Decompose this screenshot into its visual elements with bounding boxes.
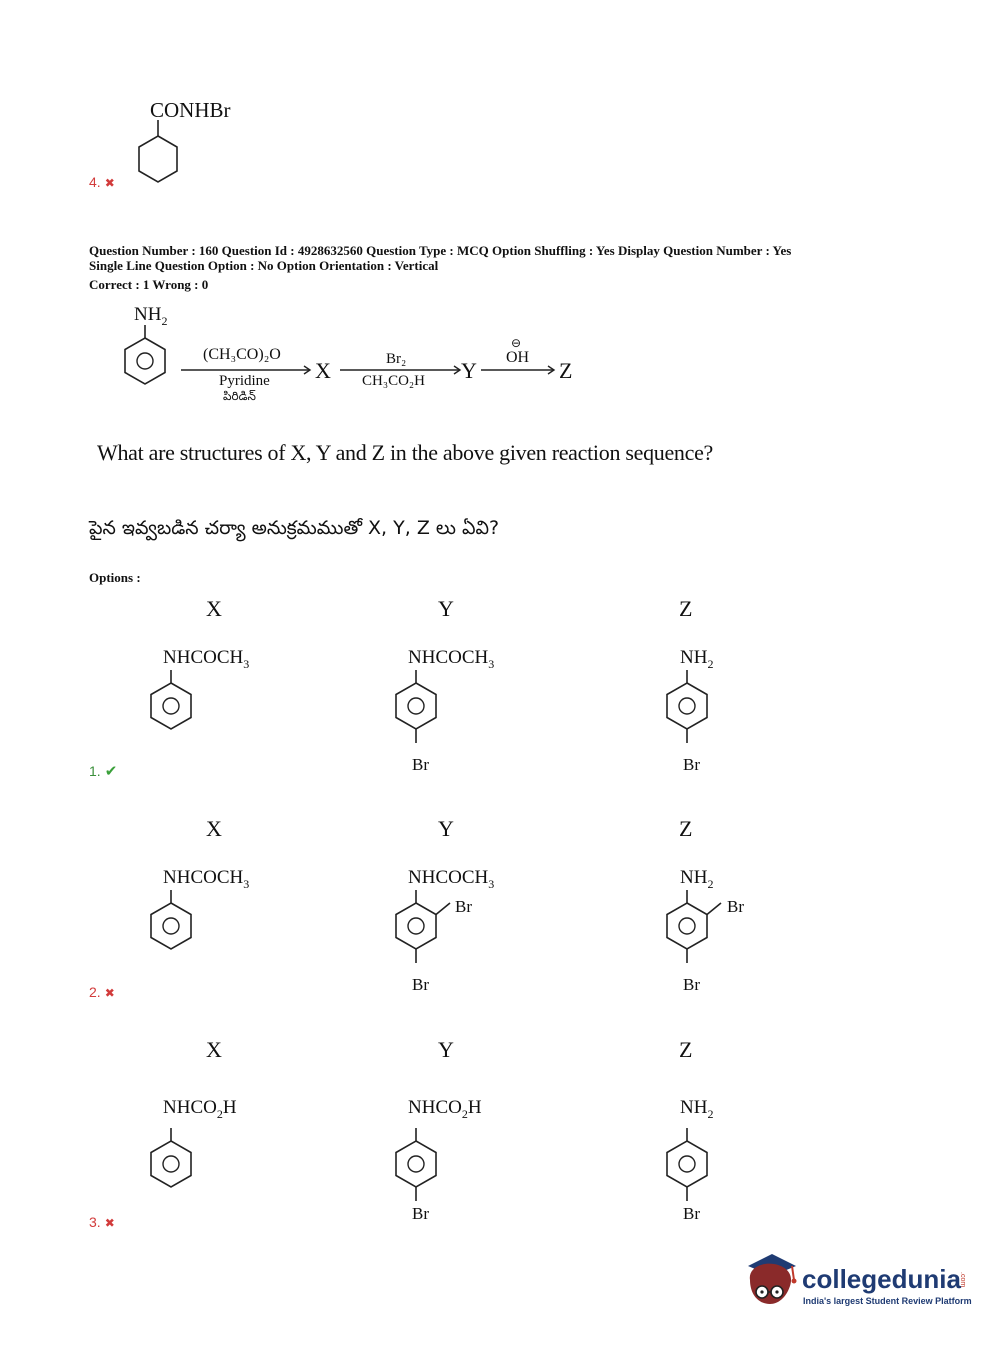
column-header-y: Y [438,816,454,841]
reagent2-top: Br₂ [386,351,407,367]
structure-z-group: $NH_2$ [680,647,714,671]
structure-y-group: $NHCOCH_3$ [408,867,495,891]
benzene-ring-y [388,1128,444,1212]
benzene-ring-y [388,890,458,974]
column-header-y: Y [438,1037,454,1062]
benzene-ring-aniline [117,325,177,395]
benzene-ring-y [388,670,444,754]
option-3-number: 3. [89,1214,101,1230]
column-header-z: Z [679,596,693,621]
column-header-z: Z [679,1037,693,1062]
benzene-ring-x [143,1128,199,1198]
option-1-number: 1. [89,763,101,779]
option-3[interactable] [0,1033,1001,1233]
column-header-y: Y [438,596,454,621]
structure-y-para-br: Br [412,975,429,994]
reagent1-bottom: Pyridine [219,373,270,389]
reaction-start-group: $NH_2$ [134,304,168,328]
structure-z-group: $NH_2$ [680,1097,714,1121]
column-header-x: X [206,1037,222,1062]
wrong-mark-icon: ✖ [104,1216,115,1230]
structure-z-ortho-br: Br [727,897,744,916]
prev-option-number-wrap [89,174,115,192]
mascot-logo-icon [742,1250,804,1316]
question-english: What are structures of X, Y and Z in the above given reaction sequence? [97,440,714,465]
structure-x-group: $NHCOCH_3$ [163,647,250,671]
question-meta-line3: Correct : 1 Wrong : 0 [89,277,209,292]
structure-z-group: $NH_2$ [680,867,714,891]
structure-y-group: $NHCOCH_3$ [408,647,495,671]
option-3-number-wrap [89,1214,115,1232]
benzene-ring-z [659,1128,715,1212]
brand-name: collegedunia [802,1264,961,1294]
column-header-x: X [206,816,222,841]
structure-z-para-br: Br [683,1204,700,1223]
hydroxide-charge-icon: ⊖ [511,336,522,350]
question-telugu: పైన ఇవ్వబడిన చర్యా అనుక్రమముతో X, Y, Z లు ఏవి? [89,517,500,539]
brand-suffix: .com [959,1272,966,1288]
question-meta-line2: Single Line Question Option : No Option Orientation : Vertical [89,258,439,273]
reagent1-top: (CH₃CO)₂O [203,346,281,363]
column-header-x: X [206,596,222,621]
intermediate-y: Y [461,358,477,383]
benzene-ring-z [659,890,729,974]
brand-logo[interactable] [742,1250,972,1316]
structure-y-ortho-br: Br [455,897,472,916]
reagent3: OH [506,349,530,366]
structure-x-group: $NHCO_2H$ [163,1097,237,1121]
structure-z-para-br: Br [683,755,700,774]
structure-z-para-br: Br [683,975,700,994]
intermediate-x: X [315,358,331,383]
prev-option-number: 4. [89,174,101,190]
structure-x-group: $NHCOCH_3$ [163,867,250,891]
structure-y-para-br: Br [412,755,429,774]
cyclohexane-ring [130,120,190,192]
reagent1-telugu: పిరిడిన్ [223,389,256,403]
structure-y-group: $NHCO_2H$ [408,1097,482,1121]
option-2[interactable] [0,812,1001,1012]
brand-tagline: India's largest Student Review Platform [803,1296,972,1306]
question-meta-line1: Question Number : 160 Question Id : 4928632560 Question Type : MCQ Option Shuffling : Yes Display Question Number : Yes [89,243,792,258]
option-2-number-wrap [89,984,115,1002]
wrong-mark-icon: ✖ [104,176,115,190]
benzene-ring-x [143,670,199,740]
benzene-ring-x [143,890,199,960]
option-1[interactable] [0,592,1001,792]
structure-y-para-br: Br [412,1204,429,1223]
correct-check-icon: ✔ [104,762,118,780]
column-header-z: Z [679,816,693,841]
options-label: Options : [89,570,141,585]
prev-option-substituent: CONHBr [150,98,231,122]
product-z: Z [559,358,573,383]
option-2-number: 2. [89,984,101,1000]
reagent2-bottom: CH₃CO₂H [362,373,425,389]
option-1-number-wrap [89,762,117,781]
benzene-ring-z [659,670,715,754]
wrong-mark-icon: ✖ [104,986,115,1000]
